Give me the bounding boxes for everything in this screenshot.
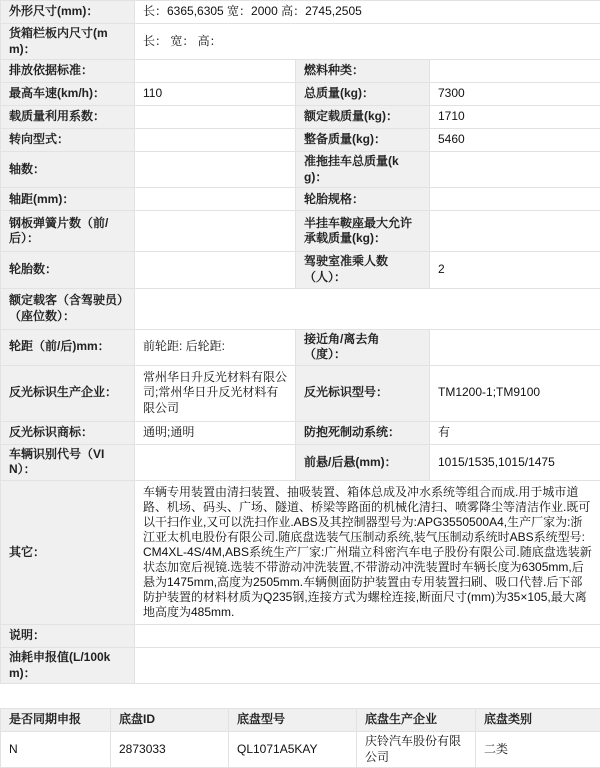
spec-value: [135, 152, 296, 188]
spec-label: 驾驶室准乘人数（人）：: [296, 252, 430, 288]
spec-label: 轴数：: [1, 152, 135, 188]
spec-value: 长：6365,6305 宽：2000 高：2745,2505: [135, 1, 600, 24]
spec-label: 额定载客（含驾驶员）（座位数）：: [1, 288, 135, 329]
spec-label: 油耗申报值(L/100km)：: [1, 647, 135, 683]
spec-label: 最高车速(km/h)：: [1, 83, 135, 106]
spec-label: 载质量利用系数：: [1, 106, 135, 129]
spec-label: 整备质量(kg)：: [296, 129, 430, 152]
spec-label: 轴距(mm)：: [1, 188, 135, 211]
spec-value: [135, 252, 296, 288]
spec-label: 轮胎数：: [1, 252, 135, 288]
spec-label: 总质量(kg)：: [296, 83, 430, 106]
spec-row: [1, 444, 600, 480]
spec-row: [1, 329, 600, 365]
spec-value: [430, 60, 600, 83]
spec-row: [1, 421, 600, 444]
spec-label: 转向型式：: [1, 129, 135, 152]
spec-row: [1, 211, 600, 252]
chassis-table: [0, 708, 600, 768]
chassis-category-value: 二类: [476, 732, 600, 768]
spec-label: 反光标识生产企业：: [1, 365, 135, 421]
chassis-header-id: 底盘ID: [111, 709, 229, 732]
spec-value: 5460: [430, 129, 600, 152]
spec-label: 外形尺寸(mm)：: [1, 1, 135, 24]
spec-value: 2: [430, 252, 600, 288]
spec-row-other: [1, 480, 600, 624]
spec-value: [430, 188, 600, 211]
spec-value: [135, 211, 296, 252]
spec-value: 1710: [430, 106, 600, 129]
spec-value: 通明;通明: [135, 421, 296, 444]
spec-row: [1, 152, 600, 188]
spec-value: [135, 647, 600, 683]
spec-row: [1, 60, 600, 83]
spec-row: [1, 188, 600, 211]
spec-label: 防抱死制动系统：: [296, 421, 430, 444]
table-gap: [0, 684, 600, 708]
spec-value: [135, 106, 296, 129]
spec-label: 接近角/离去角（度）：: [296, 329, 430, 365]
chassis-header-category: 底盘类别: [476, 709, 600, 732]
spec-row: [1, 83, 600, 106]
spec-label: 反光标识型号：: [296, 365, 430, 421]
chassis-header-row: [1, 709, 600, 732]
spec-value: 前轮距: 后轮距:: [135, 329, 296, 365]
spec-value: 有: [430, 421, 600, 444]
spec-value: [430, 211, 600, 252]
spec-value: [135, 288, 600, 329]
spec-value: [135, 624, 600, 647]
spec-label: 轮距（前/后)mm：: [1, 329, 135, 365]
spec-row: [1, 252, 600, 288]
chassis-header-model: 底盘型号: [229, 709, 357, 732]
chassis-header-sync: 是否同期申报: [1, 709, 111, 732]
spec-value: 长： 宽： 高：: [135, 24, 600, 60]
spec-row: [1, 647, 600, 683]
spec-row: [1, 624, 600, 647]
spec-row: [1, 365, 600, 421]
spec-label: 反光标识商标：: [1, 421, 135, 444]
chassis-header-manufacturer: 底盘生产企业: [357, 709, 476, 732]
spec-label: 其它：: [1, 480, 135, 624]
chassis-manufacturer-value: 庆铃汽车股份有限公司: [357, 732, 476, 768]
spec-label: 说明：: [1, 624, 135, 647]
spec-row: [1, 1, 600, 24]
spec-label: 轮胎规格：: [296, 188, 430, 211]
spec-value: [430, 329, 600, 365]
spec-value: [135, 60, 296, 83]
spec-value: [135, 129, 296, 152]
spec-value: [135, 444, 296, 480]
spec-label: 半挂车鞍座最大允许承载质量(kg)：: [296, 211, 430, 252]
spec-label: 准拖挂车总质量(kg)：: [296, 152, 430, 188]
spec-value: 110: [135, 83, 296, 106]
spec-label: 排放依据标准：: [1, 60, 135, 83]
spec-label: 车辆识别代号（VIN）：: [1, 444, 135, 480]
chassis-sync-value: N: [1, 732, 111, 768]
chassis-model-value: QL1071A5KAY: [229, 732, 357, 768]
spec-row: [1, 24, 600, 60]
chassis-id-value: 2873033: [111, 732, 229, 768]
spec-label: 钢板弹簧片数（前/后）：: [1, 211, 135, 252]
spec-value-other: 车辆专用装置由清扫装置、抽吸装置、箱体总成及冲水系统等组合而成.用于城市道路、机场、码头、广场、隧道、桥梁等路面的机械化清扫、喷雾降尘等清洁作业.既可以干扫作业,又可以洗扫作业.ABS及其控制器型号为:APG3550500A4,生产厂家为:浙江亚太机电股份有限公司.随底盘选装气压制动系统,装气压制动系统时ABS系统型号:CM4XL-4S/4M,ABS系统生产厂家:广州瑞立科密汽车电子股份有限公司.随底盘选装新状态加宽后视镜.选装不带游动冲洗装置,不带游动冲洗装置时车辆长度为6305mm,后悬为1475mm,高度为2505mm.车辆侧面防护装置由专用装置扫刷、吸口代替.后下部防护装置的材料材质为Q235钢,连接方式为螺栓连接,断面尺寸(mm)为35×105,最大离地高度为485mm.: [135, 480, 600, 624]
spec-row: [1, 106, 600, 129]
spec-row: [1, 129, 600, 152]
spec-row: [1, 288, 600, 329]
spec-value: [430, 152, 600, 188]
spec-value: [135, 188, 296, 211]
spec-label: 燃料种类：: [296, 60, 430, 83]
chassis-data-row: [1, 732, 600, 768]
spec-value: 常州华日升反光材料有限公司;常州华日升反光材料有限公司: [135, 365, 296, 421]
spec-label: 额定载质量(kg)：: [296, 106, 430, 129]
spec-value: TM1200-1;TM9100: [430, 365, 600, 421]
spec-label: 前悬/后悬(mm)：: [296, 444, 430, 480]
spec-label: 货箱栏板内尺寸(mm)：: [1, 24, 135, 60]
spec-value: 1015/1535,1015/1475: [430, 444, 600, 480]
spec-value: 7300: [430, 83, 600, 106]
